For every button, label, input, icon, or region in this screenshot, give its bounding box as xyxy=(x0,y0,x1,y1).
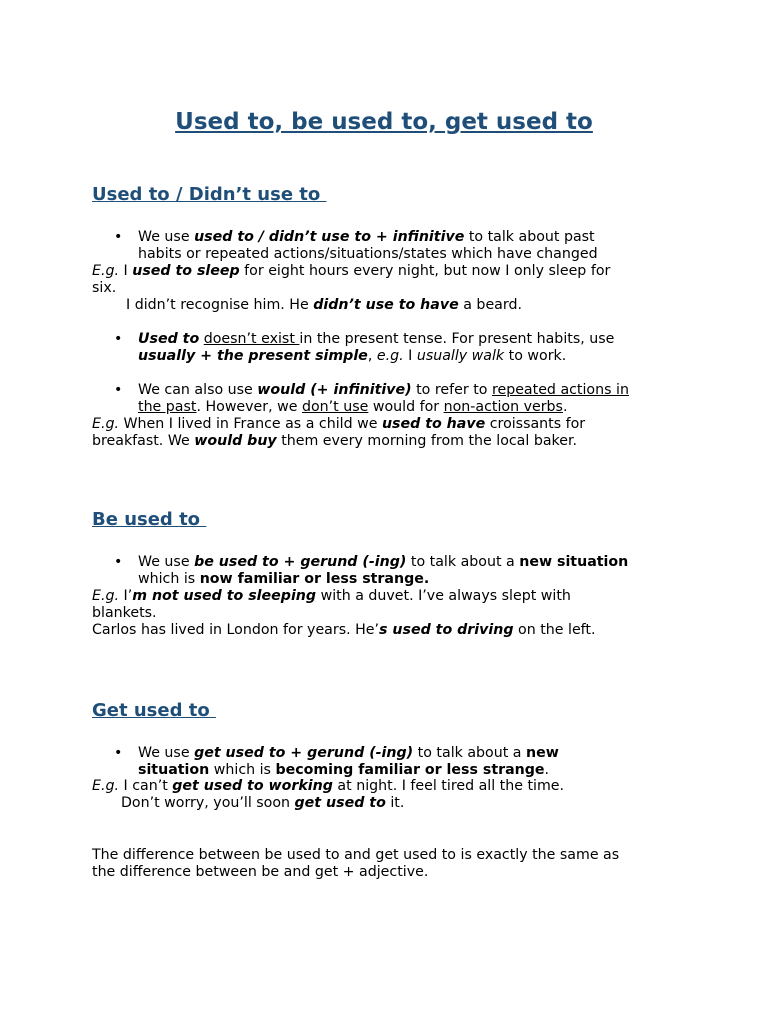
example-line-continued: blankets. xyxy=(92,605,157,621)
bullet-get-used-to-line1: We use get used to + gerund (-ing) to talk about a new xyxy=(138,745,559,761)
example-line: Don’t worry, you’ll soon get used to it. xyxy=(121,795,405,811)
example-line-continued: six. xyxy=(92,280,117,296)
bullet-present-tense-line1: Used to doesn’t exist in the present tense. For present habits, use xyxy=(138,331,615,347)
example-line: I didn’t recognise him. He didn’t use to have a beard. xyxy=(126,297,522,313)
bullet-marker: • xyxy=(114,331,123,347)
bullet-be-used-to-line1: We use be used to + gerund (-ing) to talk about a new situation xyxy=(138,554,629,570)
bullet-would-line2: the past. However, we don’t use would for non-action verbs. xyxy=(138,399,568,415)
bullet-be-used-to-line2: which is now familiar or less strange. xyxy=(138,571,430,587)
section-heading-get-used-to: Get used to xyxy=(92,700,216,721)
bullet-marker: • xyxy=(114,745,123,761)
bullet-marker: • xyxy=(114,554,123,570)
example-line: E.g. I’m not used to sleeping with a duvet. I’ve always slept with xyxy=(92,588,571,604)
bullet-would-line1: We can also use would (+ infinitive) to refer to repeated actions in xyxy=(138,382,629,398)
example-line: E.g. I used to sleep for eight hours every night, but now I only sleep for xyxy=(92,263,611,279)
example-line-continued: breakfast. We would buy them every morning from the local baker. xyxy=(92,433,577,449)
example-line: Carlos has lived in London for years. He’s used to driving on the left. xyxy=(92,622,596,638)
closing-paragraph-line1: The difference between be used to and get used to is exactly the same as xyxy=(92,847,620,863)
section-heading-be-used-to: Be used to xyxy=(92,509,207,530)
section-heading-used-to: Used to / Didn’t use to xyxy=(92,184,327,205)
example-line: E.g. When I lived in France as a child we used to have croissants for xyxy=(92,416,586,432)
bullet-get-used-to-line2: situation which is becoming familiar or less strange. xyxy=(138,762,550,778)
bullet-used-to-line2: habits or repeated actions/situations/states which have changed xyxy=(138,246,598,262)
closing-paragraph-line2: the difference between be and get + adjective. xyxy=(92,864,429,880)
bullet-present-tense-line2: usually + the present simple, e.g. I usually walk to work. xyxy=(138,348,567,364)
bullet-marker: • xyxy=(114,382,123,398)
bullet-marker: • xyxy=(114,229,123,245)
example-line: E.g. I can’t get used to working at night. I feel tired all the time. xyxy=(92,778,565,794)
page-title: Used to, be used to, get used to xyxy=(175,109,593,135)
bullet-used-to-line1: We use used to / didn’t use to + infinitive to talk about past xyxy=(138,229,595,245)
